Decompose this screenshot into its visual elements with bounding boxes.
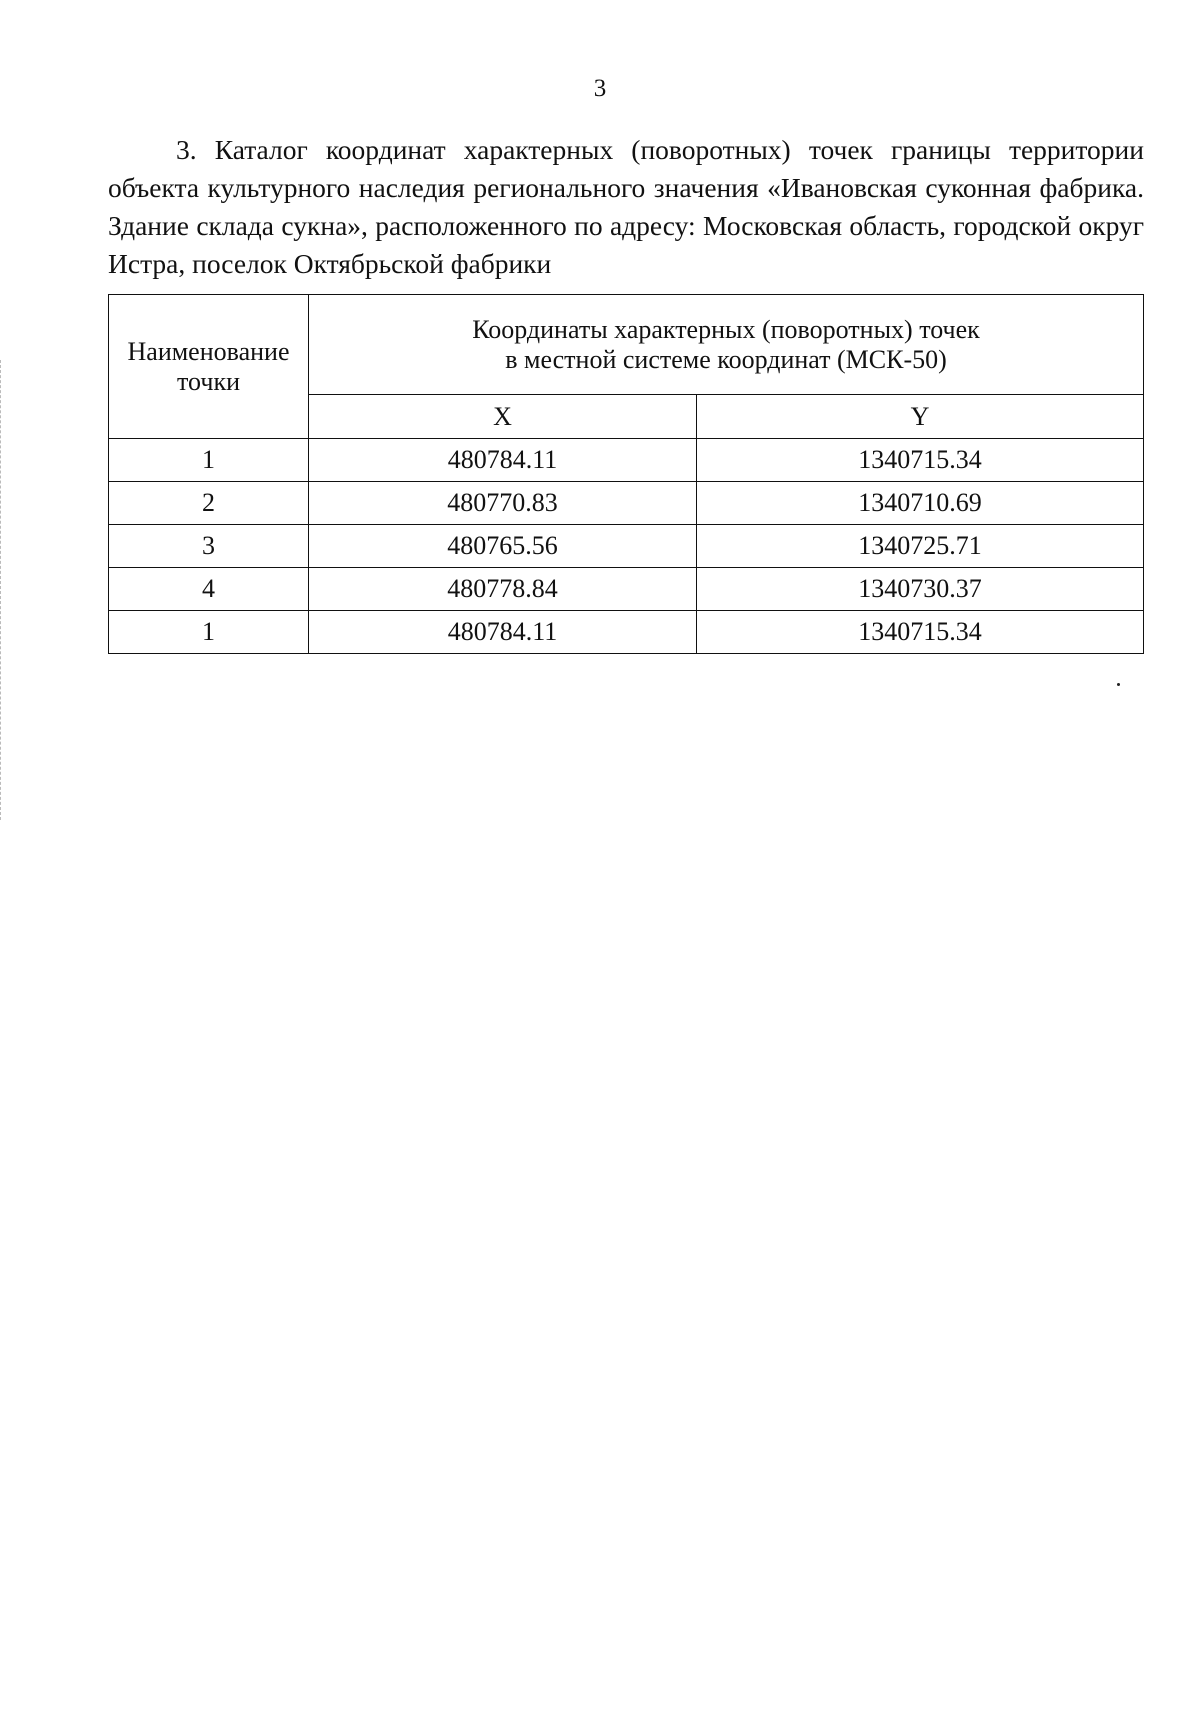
cell-point: 4 [109,568,309,611]
table-row [109,439,1144,482]
cell-x: 480784.11 [309,611,697,654]
cell-y: 1340725.71 [697,525,1144,568]
cell-x: 480784.11 [309,439,697,482]
section-paragraph: 3. Каталог координат характерных (поворотных) точек границы территории объекта культурного наследия регионального значения «Ивановская суконная фабрика. Здание склада сукна», расположенного по адресу: Московская область, городской округ Истра, поселок Октябрьской фабрики [108,134,1144,279]
cell-x: 480778.84 [309,568,697,611]
cell-point: 2 [109,482,309,525]
table-row [109,611,1144,654]
scan-dot-artifact [1117,683,1120,686]
header-point-name-line1: Наименование [127,336,290,366]
cell-point: 1 [109,611,309,654]
table-header-row [109,295,1144,395]
page-number: 3 [593,75,607,102]
header-x: X [309,395,697,439]
coordinates-table [108,294,1144,654]
header-y: Y [697,395,1144,439]
cell-point: 1 [109,439,309,482]
header-coordinates-line1: Координаты характерных (поворотных) точек [472,314,980,344]
table-row [109,568,1144,611]
cell-point: 3 [109,525,309,568]
cell-x: 480770.83 [309,482,697,525]
table-row [109,525,1144,568]
cell-y: 1340715.34 [697,439,1144,482]
cell-y: 1340710.69 [697,482,1144,525]
header-coordinates [309,295,1144,395]
header-point-name [109,295,309,439]
cell-x: 480765.56 [309,525,697,568]
table-row [109,482,1144,525]
scan-margin-artifact [0,360,2,820]
header-point-name-line2: точки [177,366,240,396]
cell-y: 1340730.37 [697,568,1144,611]
cell-y: 1340715.34 [697,611,1144,654]
header-coordinates-line2: в местной системе координат (МСК-50) [505,344,947,374]
